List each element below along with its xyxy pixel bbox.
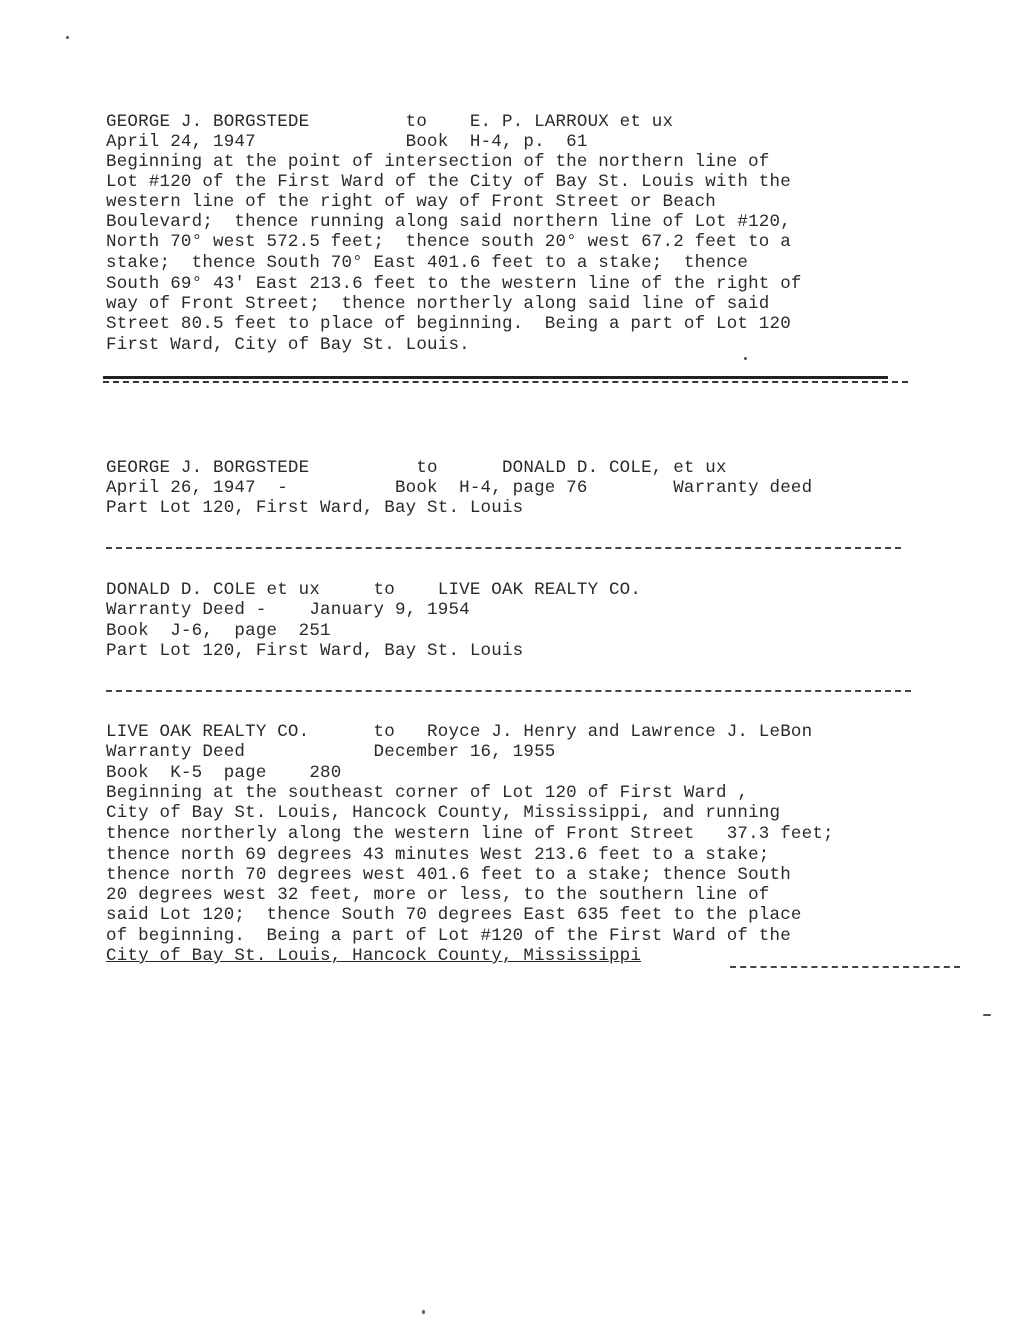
- scan-speck: [422, 1310, 425, 1314]
- entry-1-line-4: Lot #120 of the First Ward of the City of Bay St. Louis with the: [106, 172, 791, 192]
- entry-1-line-8: stake; thence South 70° East 401.6 feet to a stake; thence: [106, 253, 749, 273]
- entry-3-line-3: Book J-6, page 251: [106, 621, 331, 641]
- entry-1-line-2: April 24, 1947 Book H-4, p. 61: [106, 132, 588, 152]
- scan-speck: [744, 357, 747, 360]
- entry-4-line-5: City of Bay St. Louis, Hancock County, Mississippi, and running: [106, 803, 781, 823]
- entry-4-line-1: LIVE OAK REALTY CO. to Royce J. Henry and Lawrence J. LeBon: [106, 722, 813, 742]
- entry-3-line-1: DONALD D. COLE et ux to LIVE OAK REALTY CO.: [106, 580, 642, 600]
- entry-4-line-6: thence northerly along the western line of Front Street 37.3 feet;: [106, 824, 834, 844]
- entry-4-line-7: thence north 69 degrees 43 minutes West 213.6 feet to a stake;: [106, 845, 770, 865]
- entry-1-line-7: North 70° west 572.5 feet; thence south 20° west 67.2 feet to a: [106, 232, 791, 252]
- entry-4-line-2: Warranty Deed December 16, 1955: [106, 742, 556, 762]
- entry-4-line-10: said Lot 120; thence South 70 degrees East 635 feet to the place: [106, 905, 802, 925]
- entry-2-line-3: Part Lot 120, First Ward, Bay St. Louis: [106, 498, 524, 518]
- section-divider-dashed-1: [106, 547, 901, 549]
- entry-1-line-1: GEORGE J. BORGSTEDE to E. P. LARROUX et ux: [106, 112, 674, 132]
- entry-4-line-11: of beginning. Being a part of Lot #120 of the First Ward of the: [106, 926, 791, 946]
- entry-1-line-10: way of Front Street; thence northerly along said line of said: [106, 294, 770, 314]
- entry-1-line-3: Beginning at the point of intersection of the northern line of: [106, 152, 770, 172]
- entry-1-line-12: First Ward, City of Bay St. Louis.: [106, 335, 470, 355]
- entry-2-line-2: April 26, 1947 - Book H-4, page 76 Warranty deed: [106, 478, 813, 498]
- section-divider-dashed-2: [106, 690, 911, 692]
- entry-2-line-1: GEORGE J. BORGSTEDE to DONALD D. COLE, et ux: [106, 458, 727, 478]
- entry-4-line-8: thence north 70 degrees west 401.6 feet to a stake; thence South: [106, 865, 791, 885]
- entry-1-line-5: western line of the right of way of Front Street or Beach: [106, 192, 716, 212]
- entry-4-line-4: Beginning at the southeast corner of Lot 120 of First Ward ,: [106, 783, 749, 803]
- scan-speck: [66, 36, 69, 39]
- section-divider-heavy: [103, 376, 908, 384]
- entry-1-line-9: South 69° 43' East 213.6 feet to the western line of the right of: [106, 274, 802, 294]
- entry-3-line-2: Warranty Deed - January 9, 1954: [106, 600, 470, 620]
- scan-speck: [983, 1014, 991, 1016]
- entry-4-line-9: 20 degrees west 32 feet, more or less, to the southern line of: [106, 885, 770, 905]
- entry-3-line-4: Part Lot 120, First Ward, Bay St. Louis: [106, 641, 524, 661]
- underline-trailing-dashes: [730, 966, 960, 968]
- entry-4-line-3: Book K-5 page 280: [106, 763, 342, 783]
- entry-1-line-11: Street 80.5 feet to place of beginning. Being a part of Lot 120: [106, 314, 791, 334]
- entry-4-line-12: City of Bay St. Louis, Hancock County, Mississippi: [106, 946, 642, 966]
- entry-1-line-6: Boulevard; thence running along said northern line of Lot #120,: [106, 212, 791, 232]
